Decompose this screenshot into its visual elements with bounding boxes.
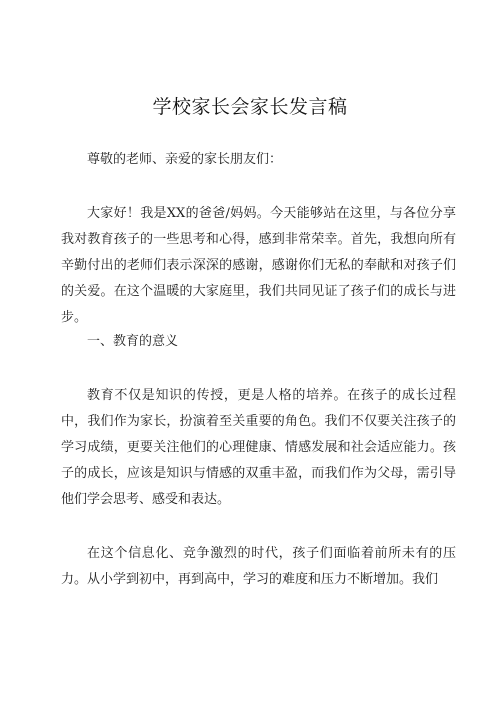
greeting-line: 尊敬的老师、亲爱的家长朋友们： — [87, 152, 283, 167]
section-heading-education-meaning: 一、教育的意义 — [87, 334, 179, 349]
paragraph-pressure: 在这个信息化、竞争激烈的时代，孩子们面临着前所未有的压力。从小学到初中，再到高中，学习的难度和压力不断增加。我们 — [61, 546, 456, 587]
paragraph-introduction: 大家好！我是XX的爸爸/妈妈。今天能够站在这里，与各位分享我对教育孩子的一些思考和心得，感到非常荣幸。首先，我想向所有辛勤付出的老师们表示深深的感谢，感谢你们无私的奉献和对孩子们的关爱。在这个温暖的大家庭里，我们共同见证了孩子们的成长与进步。 — [61, 206, 456, 325]
document-title: 学校家长会家长发言稿 — [152, 96, 348, 118]
paragraph-education-meaning: 教育不仅是知识的传授，更是人格的培养。在孩子的成长过程中，我们作为家长，扮演着至关重要的角色。我们不仅要关注孩子的学习成绩，更要关注他们的心理健康、情感发展和社会适应能力。孩子的成长，应该是知识与情感的双重丰盈，而我们作为父母，需引导他们学会思考、感受和表达。 — [61, 388, 456, 507]
